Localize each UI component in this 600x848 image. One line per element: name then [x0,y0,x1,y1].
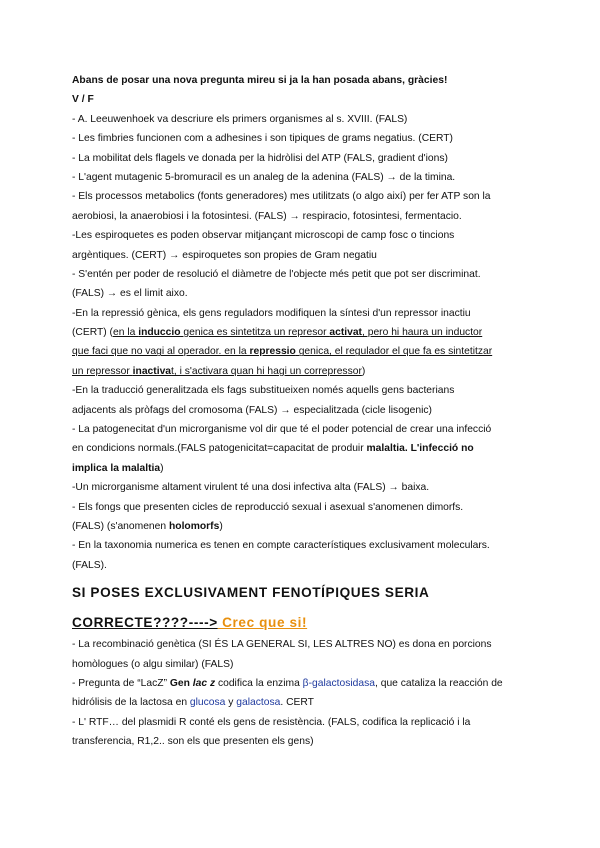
header-notice: Abans de posar una nova pregunta mireu si ja la han posada abans, gràcies! [72,75,448,86]
bold-italic-run: lac z [192,677,216,689]
bold-run: malaltia. L'infecció no [366,443,474,455]
statement-16-line-2: transferencia, R1,2.. son els que presenten els gens) [72,736,314,748]
text-run: ) [160,462,164,474]
statement-7-line-2: (FALS) → es el limit aixo. [72,288,188,300]
statement-4: - L'agent mutagenic 5-bromuracil es un analeg de la adenina (FALS) → de la timina. [72,171,456,183]
statement-6-line-1: -Les espiroquetes es poden observar mitjançant microscopi de camp fosc o tincions [72,230,455,242]
statement-2: - Les fimbries funcionen com a adhesines i son tipiques de grams negatius. (CERT) [72,133,453,145]
statement-16-line-1: - L' RTF… del plasmidi R conté els gens de resistència. (FALS, codifica la replicació i la [72,716,471,728]
text-run: ) [219,520,223,532]
text-run: (CERT) ( [72,327,113,339]
underlined-run: genica, el regulador el que fa es sintetitzar [295,346,493,358]
bold-underlined-run: induccio [138,327,181,339]
document-page [72,71,532,752]
statement-8-line-1: -En la repressió gènica, els gens reguladors modifiquen la síntesi d'un repressor inactiu [72,307,471,319]
underlined-run: un repressor [72,365,133,377]
statement-7-line-1: - S'entén per poder de resolució el diàmetre de l'objecte més petit que pot ser discriminat. [72,268,481,280]
statement-14-line-1: - La recombinació genètica (SI ÉS LA GENERAL SI, LES ALTRES NO) es dona en porcions [72,639,492,651]
statement-3: - La mobilitat dels flagels ve donada per la hidròlisi del ATP (FALS, gradient d'ions) [72,152,448,164]
statement-15-line-2 [72,693,532,712]
statement-6-line-2: argèntiques. (CERT) → espiroquetes son propies de Gram negatiu [72,249,377,261]
statement-8-line-3 [72,342,532,361]
bold-run: implica la malaltia [72,462,161,474]
statement-12-line-2 [72,517,532,536]
comment-heading-line-2 [72,610,532,635]
statement-13-line-2: (FALS). [72,559,107,571]
text-run: hidrólisis de la lactosa en [72,697,190,709]
glucose-term: glucosa [189,697,226,709]
comment-heading-run: CORRECTE????----> [72,615,218,631]
underlined-run: t, i s'activara quan hi hagi un correpressor [171,365,362,377]
bold-run: holomorfs [168,520,220,532]
text-run: , que cataliza la reacción de [375,677,503,689]
statement-1: - A. Leeuwenhoek va descriure els primers organismes al s. XVIII. (FALS) [72,113,408,125]
text-run: . CERT [280,697,314,709]
statement-15-line-1 [72,674,532,693]
statement-5-line-2: aerobiosi, la anaerobiosi i la fotosintesi. (FALS) → respiracio, fotosintesi, fermentacio. [72,210,462,222]
true-false-heading: V / F [72,94,94,106]
underlined-run: , pero hi haura un inductor [362,327,483,339]
statement-8-line-4 [72,362,532,381]
underlined-run: en la [113,327,139,339]
comment-reply: Crec que si! [217,615,308,631]
statement-13-line-1: - En la taxonomia numerica es tenen en compte característiques exclusivament moleculars. [72,540,490,552]
comment-heading-line-1: SI POSES EXCLUSIVAMENT FENOTÍPIQUES SERIA [72,585,430,601]
galactose-term: galactosa [236,697,281,709]
bold-underlined-run: activat [329,327,362,339]
statement-10-line-3 [72,459,532,478]
text-run: ) [361,365,366,377]
bold-underlined-run: inactiva [132,365,172,377]
underlined-run: que faci que no vagi al operador. en la [72,346,250,358]
statement-9-line-1: -En la traducció generalitzada els fags substitueixen només aquells gens bacterians [72,385,455,397]
enzyme-term: β-galactosidasa [302,677,375,689]
underlined-run: genica es sintetitza un represor [180,327,330,339]
text-run: (FALS) (s'anomenen [72,520,169,532]
statement-12-line-1: - Els fongs que presenten cicles de reproducció sexual i asexual s'anomenen dimorfs. [72,501,464,513]
statement-11: -Un microrganisme altament virulent té una dosi infectiva alta (FALS) → baixa. [72,482,430,494]
text-run: - Pregunta de “LacZ” [72,677,170,689]
text-run: codifica la enzima [215,677,303,689]
statement-14-line-2: homòlogues (o algu similar) (FALS) [72,658,234,670]
statement-9-line-2: adjacents als pròfags del cromosoma (FALS) → especialitzada (cicle lisogenic) [72,404,432,416]
statement-10-line-2 [72,439,532,458]
bold-underlined-run: repressio [249,346,296,358]
statement-10-line-1: - La patogenecitat d'un microrganisme vol dir que té el poder potencial de crear una infecció [72,424,492,436]
text-run: en condicions normals.(FALS patogenicitat=capacitat de produir [72,443,367,455]
bold-run: Gen [169,677,193,689]
statement-8-line-2 [72,323,532,342]
text-run: y [225,697,237,709]
statement-5-line-1: - Els processos metabolics (fonts generadores) mes utilitzats (o algo així) per fer ATP son la [72,191,491,203]
